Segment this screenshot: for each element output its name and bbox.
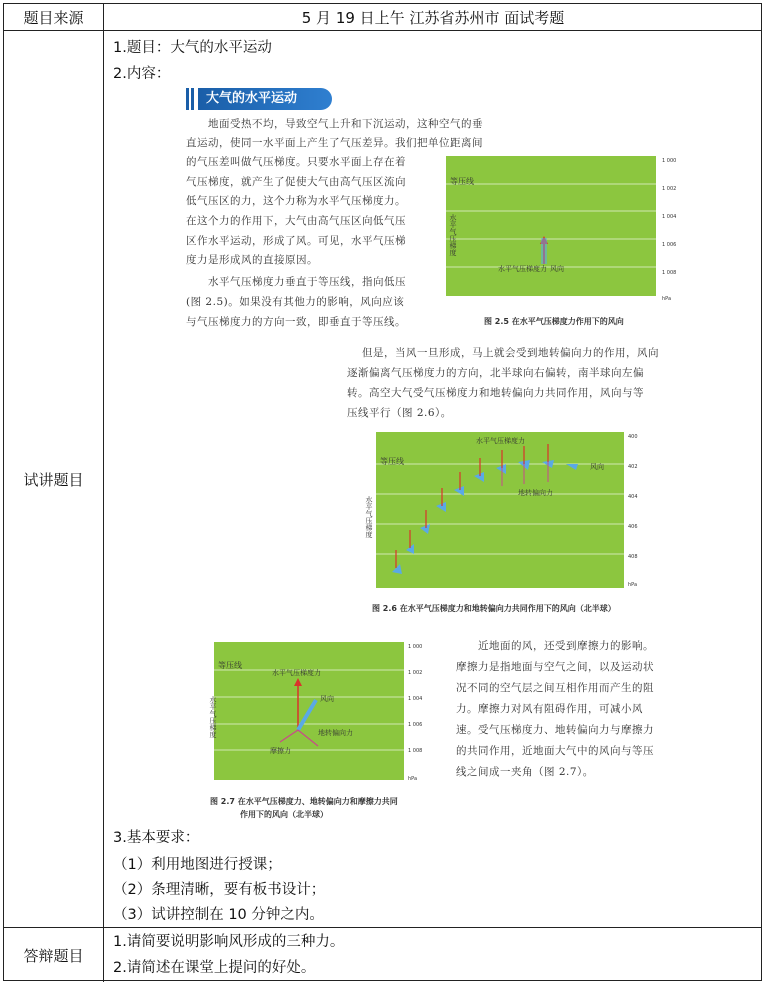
para1-line: 气压梯度，就产生了促使大气由高气压区流向 [186,176,406,188]
fig27-isobar-label: 等压线 [218,661,242,670]
fig26-tick: 404 [628,494,638,500]
fig26-tick: 406 [628,524,638,530]
fig27-tick: 1 008 [408,748,423,754]
requirements-title: 3.基本要求： [113,830,200,846]
figure-2-6 [362,432,658,594]
requirement-item: （3）试讲控制在 10 分钟之内。 [113,907,324,923]
content-line: 2.内容： [113,66,171,82]
para3-line: 转。高空大气受气压梯度力和地转偏向力共同作用，风向与等 [347,387,644,399]
para2-line: 与气压梯度力的方向一致，即垂直于等压线。 [186,316,406,328]
fig25-isobar-label: 等压线 [450,177,474,186]
textbook-heading [186,88,332,110]
fig25-tick: 1 002 [662,186,677,192]
figure-2-7 [209,642,440,784]
para4-line: 况不同的空气层之间互相作用而产生的阻 [456,682,654,694]
fig27-tick: 1 006 [408,722,423,728]
defense-question: 1.请简要说明影响风形成的三种力。 [113,934,345,950]
requirement-item: （2）条理清晰，要有板书设计； [113,882,326,898]
fig27-unit: hPa [408,776,418,782]
para2-line: (图 2.5)。如果没有其他力的影响，风向应该 [186,296,405,308]
column-divider [103,4,104,982]
wind-arrow [541,238,547,264]
fig27-tick: 1 004 [408,696,423,702]
para1-line: 低气压区的力，这个力称为水平气压梯度力。 [186,195,406,207]
source-value: 5 月 19 日上午 江苏省苏州市 面试考题 [301,8,565,27]
fig27-caption-line2: 作用下的风向（北半球） [240,810,328,819]
fig25-tick: 1 006 [662,242,677,248]
heading-text: 大气的水平运动 [198,88,332,110]
para4-line: 的共同作用，近地面大气中的风向与等压 [456,745,654,757]
defense-label: 答辩题目 [23,946,84,965]
para3-line: 但是，当风一旦形成，马上就会受到地转偏向力的作用，风向 [362,347,659,359]
fig27-coriolis-label: 地转偏向力 [318,729,353,737]
fig27-tick: 1 000 [408,644,423,650]
source-label: 题目来源 [23,8,84,27]
fig25-force-label: 水平气压梯度力 [498,265,547,273]
lecture-label: 试讲题目 [23,470,84,489]
para4-line: 线之间成一夹角（图 2.7）。 [456,766,594,778]
fig27-tick: 1 002 [408,670,423,676]
fig25-tick: 1 004 [662,214,677,220]
fig26-caption: 图 2.6 在水平气压梯度力和地转偏向力共同作用下的风向（北半球） [372,604,616,613]
para2-line: 水平气压梯度力垂直于等压线，指向低压 [208,276,406,288]
fig26-tick: 400 [628,434,638,440]
row-divider [4,927,761,928]
fig26-force-label: 水平气压梯度力 [476,437,525,445]
fig27-wind-label: 风向 [320,695,334,703]
fig26-isobar-label: 等压线 [380,457,404,466]
fig25-unit: hPa [662,296,672,302]
fig27-friction-label: 摩擦力 [270,747,291,755]
requirement-item: （1）利用地图进行授课； [113,857,282,873]
para1-line: 区作水平运动，形成了风。可见，水平气压梯 [186,235,406,247]
figure-background [446,156,656,296]
para1-line: 的气压差叫做气压梯度。只要水平面上存在着 [186,156,406,168]
defense-question: 2.请简述在课堂上提问的好处。 [113,960,316,976]
fig26-tick: 408 [628,554,638,560]
fig27-caption-line1: 图 2.7 在水平气压梯度力、地转偏向力和摩擦力共同 [210,797,398,806]
fig25-caption: 图 2.5 在水平气压梯度力作用下的风向 [484,317,624,326]
para4-line: 力。摩擦力对风有阻碍作用，可减小风 [456,703,643,715]
fig27-axis-label: 水平气压梯度 [209,696,217,738]
figure-background [376,432,624,588]
fig25-wind-label: 风向 [550,265,564,273]
para4-line: 速。受气压梯度力、地转偏向力与摩擦力 [456,724,654,736]
fig26-unit: hPa [628,582,638,588]
fig27-force-label: 水平气压梯度力 [272,669,321,677]
para3-line: 逐渐偏离气压梯度力的方向，北半球向右偏转，南半球向左偏 [347,367,644,379]
fig26-wind-label: 风向 [590,463,604,471]
para1-line: 度力是形成风的直接原因。 [186,254,318,266]
para4-line: 近地面的风，还受到摩擦力的影响。 [478,640,654,652]
para4-line: 摩擦力是指地面与空气之间，以及运动状 [456,661,654,673]
para3-line: 压线平行（图 2.6）。 [347,407,452,419]
fig26-axis-label: 水平气压梯度 [365,496,373,538]
fig26-tick: 402 [628,464,638,470]
fig26-coriolis-label: 地转偏向力 [518,489,553,497]
heading-bars-icon [186,88,196,110]
figure-2-5 [444,156,688,306]
fig25-tick: 1 008 [662,270,677,276]
para1-line: 直运动，使同一水平面上产生了气压差异。我们把单位距离间 [186,137,483,149]
row-divider [4,30,761,31]
topic-line: 1.题目：大气的水平运动 [113,40,272,56]
para1-line: 在这个力的作用下，大气由高气压区向低气压 [186,215,406,227]
fig25-tick: 1 000 [662,158,677,164]
fig25-axis-label: 水平气压梯度 [449,214,457,256]
para1-line: 地面受热不均，导致空气上升和下沉运动，这种空气的垂 [208,118,483,130]
